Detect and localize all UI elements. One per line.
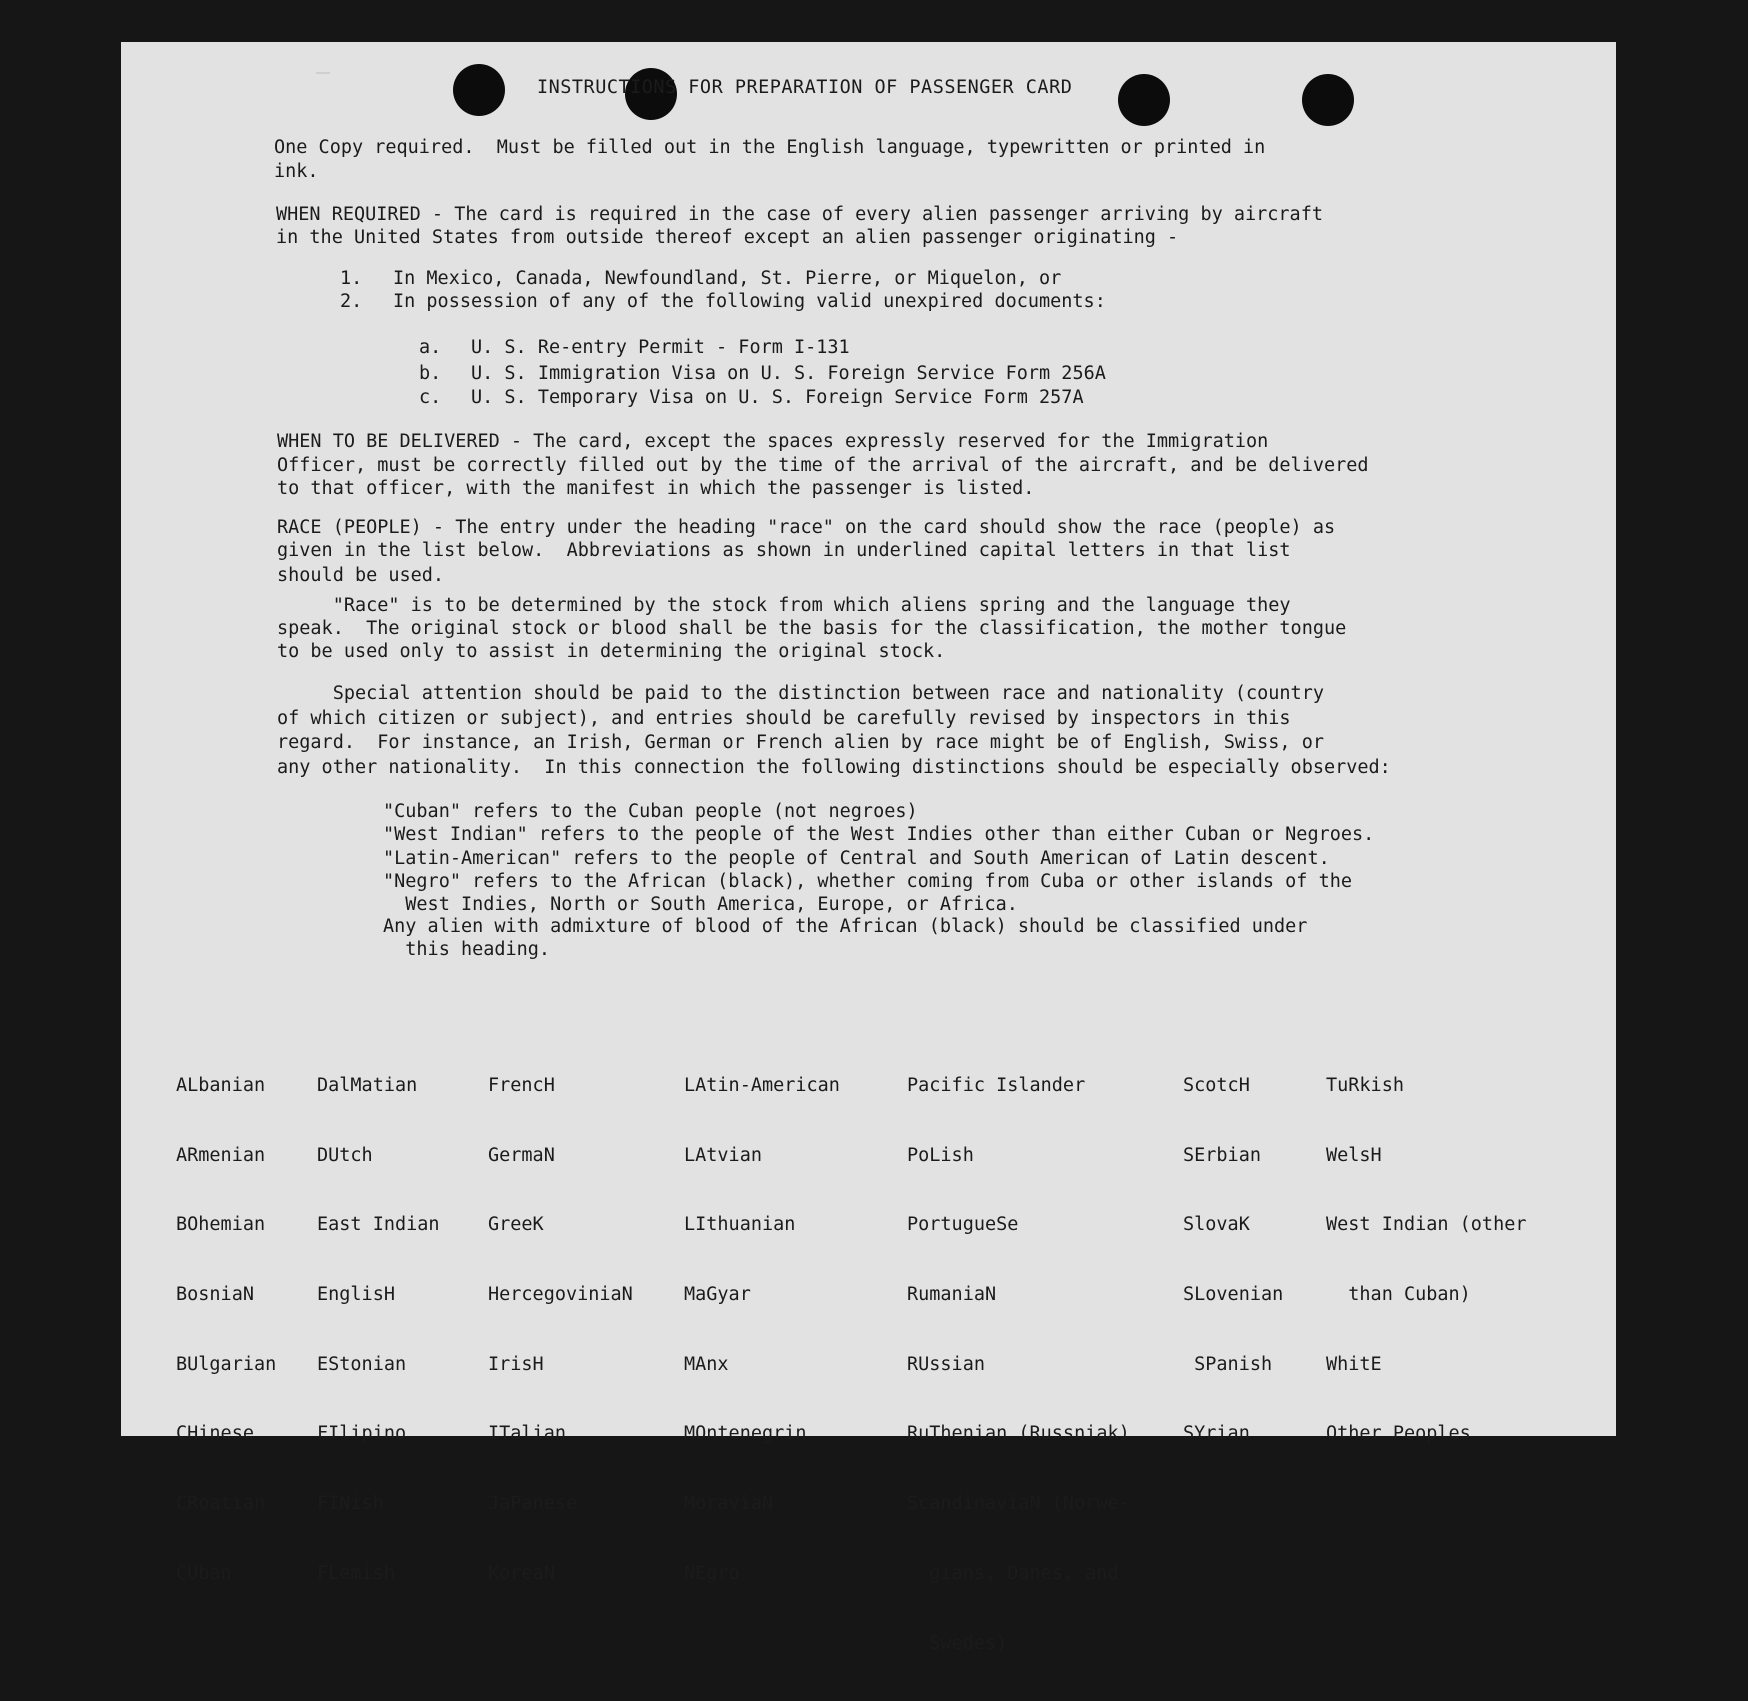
race-entry: ScandinaviaN (Norwe- [907,1493,1130,1515]
race-paragraph-line: of which citizen or subject), and entries should be carefully revised by inspectors in this [277,708,1291,729]
distinction-line: this heading. [383,939,551,960]
race-entry: FrencH [488,1075,555,1096]
race-entry: MoraviaN [684,1493,774,1515]
race-line: given in the list below. Abbreviations as shown in underlined capital letters in that list [277,540,1291,561]
list-item-number: 1. [340,268,363,289]
race-entry: RuThenian (Russniak) [907,1423,1130,1445]
when-delivered-line: to that officer, with the manifest in which the passenger is listed. [277,478,1035,499]
race-entry: EStonian [317,1353,407,1375]
race-entry: RUssian [907,1353,985,1375]
race-entry: BUlgarian [176,1353,277,1375]
race-entry: CHinese [176,1423,254,1445]
race-entry: TuRkish [1326,1075,1404,1096]
race-entry: JaPanese [488,1493,578,1515]
sub-item-letter: c. [419,387,442,408]
race-list [121,1028,1616,1654]
race-entry: LAtin-American [684,1075,840,1096]
race-entry: CUban [176,1562,232,1584]
race-entry: LAtvian [684,1144,762,1166]
when-required-line: in the United States from outside thereof except an alien passenger originating - [276,227,1179,248]
race-entry: ALbanian [176,1075,266,1096]
race-entry: Swedes) [907,1632,1008,1654]
race-entry: LIthuanian [684,1214,796,1236]
race-paragraph-line: Special attention should be paid to the distinction between race and nationality (country [277,683,1324,704]
race-list-column [1183,1028,1283,1492]
distinction-line: Any alien with admixture of blood of the African (black) should be classified under [383,916,1308,937]
race-entry: PortugueSe [907,1214,1019,1236]
race-entry: HercegoviniaN [488,1284,633,1306]
race-entry: FINish [317,1493,384,1515]
race-entry: than Cuban) [1326,1284,1471,1306]
document-page [121,42,1616,1654]
race-entry: West Indian (other [1326,1214,1527,1236]
race-entry: PoLish [907,1144,974,1166]
race-paragraph-line: to be used only to assist in determining the original stock. [277,641,946,662]
race-list-column [1326,1028,1526,1492]
race-list-column [684,1028,840,1632]
race-entry: DalMatian [317,1075,418,1096]
punch-hole [1302,74,1354,126]
sub-item-letter: a. [419,337,442,358]
when-delivered-line: Officer, must be correctly filled out by the time of the arrival of the aircraft, and be delivered [277,455,1369,476]
distinction-line: "West Indian" refers to the people of the West Indies other than either Cuban or Negroes. [383,824,1375,845]
race-list-column [488,1028,633,1632]
list-item-text: In Mexico, Canada, Newfoundland, St. Pierre, or Miquelon, or [393,268,1062,289]
race-entry: WhitE [1326,1353,1382,1375]
intro-line: ink. [274,161,319,182]
race-line: should be used. [277,565,445,586]
race-entry: EnglisH [317,1284,395,1306]
intro-line: One Copy required. Must be filled out in the English language, typewritten or printed in [274,137,1266,158]
race-paragraph-line: "Race" is to be determined by the stock from which aliens spring and the language they [277,595,1291,616]
race-entry: SErbian [1183,1144,1261,1166]
race-entry: East Indian [317,1214,440,1236]
sub-item-text: U. S. Temporary Visa on U. S. Foreign Service Form 257A [471,387,1084,408]
race-entry: FIlipino [317,1423,407,1445]
distinction-line: "Negro" refers to the African (black), whether coming from Cuba or other islands of the [383,871,1353,892]
race-entry: ScotcH [1183,1075,1250,1096]
race-entry: SlovaK [1183,1214,1250,1236]
race-entry: SYrian [1183,1423,1250,1445]
race-entry: IrisH [488,1353,544,1375]
list-item-text: In possession of any of the following valid unexpired documents: [393,291,1106,312]
race-entry: MaGyar [684,1284,751,1306]
race-entry: DUtch [317,1144,373,1166]
race-entry: RumaniaN [907,1284,997,1306]
race-paragraph-line: any other nationality. In this connection the following distinctions should be especially observed: [277,757,1391,778]
race-entry: SPanish [1183,1353,1273,1375]
race-entry: ITalian [488,1423,566,1445]
race-entry: GermaN [488,1144,555,1166]
sub-item-letter: b. [419,363,442,384]
sub-item-text: U. S. Re-entry Permit - Form I-131 [471,337,850,358]
punch-hole [1118,74,1170,126]
race-entry: SLovenian [1183,1284,1284,1306]
when-required-line: WHEN REQUIRED - The card is required in the case of every alien passenger arriving by aircraft [276,204,1323,225]
list-item-number: 2. [340,291,363,312]
race-entry: MOntenegrin [684,1423,807,1445]
race-list-column [176,1028,276,1632]
race-entry: Pacific Islander [907,1075,1086,1096]
race-entry: MAnx [684,1353,729,1375]
race-entry: GreeK [488,1214,544,1236]
sub-item-text: U. S. Immigration Visa on U. S. Foreign Service Form 256A [471,363,1106,384]
race-entry: WelsH [1326,1144,1382,1166]
page-title: INSTRUCTIONS FOR PREPARATION OF PASSENGER CARD [537,77,1073,98]
race-paragraph-line: speak. The original stock or blood shall be the basis for the classification, the mother tongue [277,618,1347,639]
race-entry: KoreaN [488,1562,555,1584]
race-entry: ARmenian [176,1144,266,1166]
distinction-line: West Indies, North or South America, Europe, or Africa. [383,894,1018,915]
race-line: RACE (PEOPLE) - The entry under the heading "race" on the card should show the race (people) as [277,517,1336,538]
race-entry: Other Peoples [1326,1423,1471,1445]
race-list-column [907,1028,1130,1701]
race-entry: BOhemian [176,1214,266,1236]
race-entry: BosniaN [176,1284,254,1306]
race-entry: FLemish [317,1562,395,1584]
distinction-line: "Cuban" refers to the Cuban people (not negroes) [383,801,918,822]
race-entry: gians, Danes, and [907,1562,1119,1584]
race-entry: NEgro [684,1562,740,1584]
punch-hole [453,64,505,116]
race-list-column [317,1028,440,1632]
distinction-line: "Latin-American" refers to the people of Central and South American of Latin descent. [383,848,1330,869]
race-paragraph-line: regard. For instance, an Irish, German or French alien by race might be of English, Swiss, or [277,732,1324,753]
when-delivered-line: WHEN TO BE DELIVERED - The card, except the spaces expressly reserved for the Immigration [277,431,1269,452]
race-entry: CRoatian [176,1493,266,1515]
